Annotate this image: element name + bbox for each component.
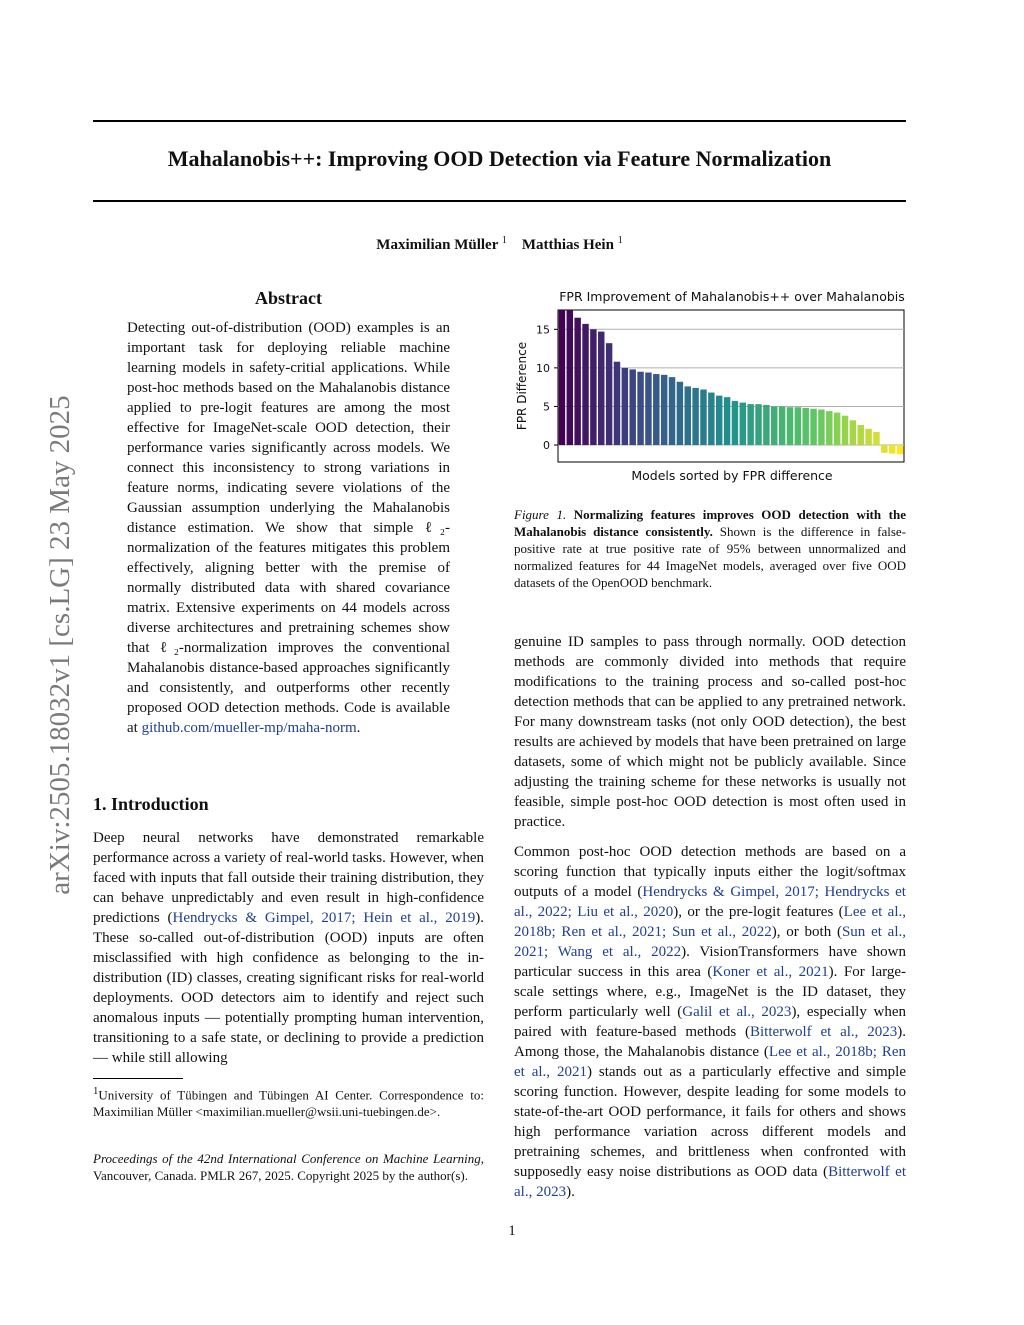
chart-title: FPR Improvement of Mahalanobis++ over Mahalanobis: [559, 289, 905, 304]
title-bottom-rule: [93, 200, 906, 202]
abstract-heading: Abstract: [255, 288, 322, 308]
bar: [858, 425, 864, 445]
paragraph-text: ), or the pre-logit features (: [673, 904, 844, 920]
arxiv-stamp: arXiv:2505.18032v1 [cs.LG] 23 May 2025: [44, 395, 76, 895]
affiliation-mark: 1: [617, 235, 623, 246]
bar: [559, 310, 565, 445]
citation-link[interactable]: Bitterwolf et al., 2023: [514, 1164, 907, 1200]
footnote-mark: 1: [93, 1085, 99, 1097]
bar: [755, 404, 761, 445]
bar: [700, 389, 706, 445]
bar: [732, 401, 738, 445]
intro-text: ). These so-called out-of-distribution (OOD) inputs are often misclassified with high confidence as belonging to the in-distribution (ID) classes, creating significant risks for real-world deployments. OOD detectors aim to identify and reject such anomalous inputs — potentially prompting human intervention, transitioning to a safe state, or declining to provide a prediction — while still allowing: [93, 910, 484, 1066]
bar: [653, 374, 659, 445]
paragraph-text: Common post-hoc OOD detection methods are based on a scoring function that typically inputs either the logit/softmax outputs of a model (: [514, 844, 906, 900]
proceedings-note: [93, 1150, 484, 1184]
bar: [779, 406, 785, 445]
bar: [873, 432, 879, 445]
figure-caption-bold: Normalizing features improves OOD detection with the Mahalanobis distance consistently.: [514, 507, 907, 539]
footnote-text: University of Tübingen and Tübingen AI Center. Correspondence to: Maximilian Müller <maximilian.mueller@wsii.uni-tuebingen.de>.: [93, 1087, 484, 1120]
bar: [574, 318, 580, 445]
bar: [795, 407, 801, 445]
paragraph-text: ). VisionTransformers have shown particular success in this area (: [514, 944, 906, 980]
bar: [842, 416, 848, 445]
paragraph-text: ).: [566, 1184, 575, 1200]
bar: [685, 386, 691, 445]
author-list: [93, 235, 906, 254]
bar: [747, 404, 753, 445]
citation-link[interactable]: Galil et al., 2023: [682, 1004, 792, 1020]
bar: [637, 372, 643, 445]
bar: [810, 409, 816, 445]
bar: [614, 362, 620, 445]
bar: [645, 373, 651, 446]
bar: [629, 369, 635, 445]
bar: [582, 324, 588, 445]
bar: [763, 405, 769, 445]
paper-title: Mahalanobis++: Improving OOD Detection via Feature Normalization: [167, 146, 832, 171]
footnote: [93, 1083, 484, 1120]
citation-link[interactable]: Sun et al., 2021; Wang et al., 2022: [514, 924, 906, 960]
bar: [669, 377, 675, 445]
citation-link[interactable]: Lee et al., 2018b; Ren et al., 2021: [514, 1044, 906, 1080]
affiliation-mark: 1: [501, 235, 507, 246]
author-name: Matthias Hein: [521, 237, 614, 253]
bar: [881, 445, 887, 453]
abstract-body: [127, 318, 450, 738]
title-top-rule: [93, 120, 906, 122]
y-tick-label: 0: [543, 439, 550, 453]
bar: [708, 393, 714, 445]
figure-caption-text: Shown is the difference in false-positive rate at true positive rate of 95% between unnormalized and normalized features for 44 ImageNet models, averaged over five OOD datasets of the OpenOOD benchmark.: [514, 524, 906, 590]
bar: [889, 445, 895, 453]
bar: [598, 332, 604, 445]
citation-link[interactable]: Hendrycks & Gimpel, 2017; Hendrycks et al., 2022; Liu et al., 2020: [514, 884, 906, 920]
right-paragraph-2: [514, 842, 906, 1202]
bar: [818, 410, 824, 445]
author-name: Maximilian Müller: [376, 237, 499, 253]
x-axis-label: Models sorted by FPR difference: [631, 468, 833, 483]
paragraph-text: ). Among those, the Mahalanobis distance (: [514, 1024, 906, 1060]
bar: [787, 407, 793, 445]
paragraph-text: ). For large-scale settings where, e.g., ImageNet is the ID dataset, they perform particularly well (: [514, 964, 906, 1020]
bar: [590, 329, 596, 445]
bar: [834, 413, 840, 445]
citation-link[interactable]: Koner et al., 2021: [712, 964, 829, 980]
bar: [661, 375, 667, 445]
code-link[interactable]: github.com/mueller-mp/maha-norm: [141, 720, 357, 736]
intro-text: Deep neural networks have demonstrated remarkable performance across a variety of real-world tasks. However, when faced with inputs that fall outside their training distribution, they can behave unpredictably and even result in high-confidence predictions (: [93, 830, 484, 926]
citation-link[interactable]: Hendrycks & Gimpel, 2017; Hein et al., 2019: [172, 910, 476, 926]
page-number: 1: [508, 1223, 516, 1239]
abstract-end: .: [356, 720, 361, 736]
bar: [716, 396, 722, 445]
bar: [897, 445, 903, 454]
y-tick-label: 5: [543, 400, 550, 414]
y-tick-label: 15: [536, 323, 550, 337]
bar: [724, 397, 730, 445]
bar: [622, 368, 628, 445]
y-axis-label: FPR Difference: [515, 341, 529, 431]
figure-caption: [514, 506, 906, 591]
bar: [771, 406, 777, 445]
bar: [850, 420, 856, 445]
proceedings-text: , Vancouver, Canada. PMLR 267, 2025. Copyright 2025 by the author(s).: [93, 1151, 484, 1183]
right-paragraph-1: genuine ID samples to pass through normally. OOD detection methods are commonly divided into methods that require modifications to the training process and so-called post-hoc detection methods that can be applied to any pretrained network. For many downstream tasks (not only OOD detection), the best results are achieved by models that have been pretrained on large datasets, some of which might not be publicly available. Since adjusting the training scheme for these networks is usually not feasible, simple post-hoc OOD detection is most often used in practice.: [514, 634, 906, 830]
paragraph-text: ), especially when paired with feature-based methods (: [514, 1004, 906, 1040]
footnote-rule: [93, 1078, 183, 1079]
intro-paragraph: [93, 828, 484, 1068]
bar: [802, 408, 808, 445]
bar: [865, 429, 871, 445]
bar: [567, 310, 573, 445]
y-tick-label: 10: [536, 361, 550, 375]
bar: [692, 388, 698, 445]
paragraph-text: ), or both (: [771, 924, 842, 940]
citation-link[interactable]: Bitterwolf et al., 2023: [750, 1024, 898, 1040]
paragraph-text: ) stands out as a particularly effective and simple scoring function. However, despite leading for some models to state-of-the-art OOD performance, it fails for others and shows high performance variation across different models and pretraining schemes, and brittleness when confronted with supposedly easy noise distributions as OOD data (: [514, 1064, 906, 1180]
fpr-bar-chart: [508, 284, 908, 490]
proceedings-venue: Proceedings of the 42nd International Conference on Machine Learning: [93, 1151, 481, 1166]
section-heading-introduction: 1. Introduction: [93, 794, 209, 814]
bar: [826, 411, 832, 445]
bar: [740, 403, 746, 445]
citation-link[interactable]: Lee et al., 2018b; Ren et al., 2021; Sun et al., 2022: [514, 904, 906, 940]
figure-label: Figure 1.: [514, 507, 567, 522]
abstract-text: Detecting out-of-distribution (OOD) examples is an important task for deploying reliable machine learning models in safety-critial applications. While post-hoc methods based on the Mahalanobis distance applied to pre-logit features are among the most effective for ImageNet-scale OOD detection, their performance varies significantly across models. We connect this inconsistency to strong variations in feature norms, indicating severe violations of the Gaussian assumption underlying the Mahalanobis distance estimation. We show that simple ℓ₂-normalization of the features mitigates this problem effectively, aligning better with the premise of normally distributed data with shared covariance matrix. Extensive experiments on 44 models across diverse architectures and pretraining schemes show that ℓ₂-normalization improves the conventional Mahalanobis distance-based approaches significantly and consistently, and outperforms other recently proposed OOD detection methods. Code is available at: [127, 320, 450, 736]
bar: [677, 382, 683, 445]
bar: [606, 343, 612, 445]
